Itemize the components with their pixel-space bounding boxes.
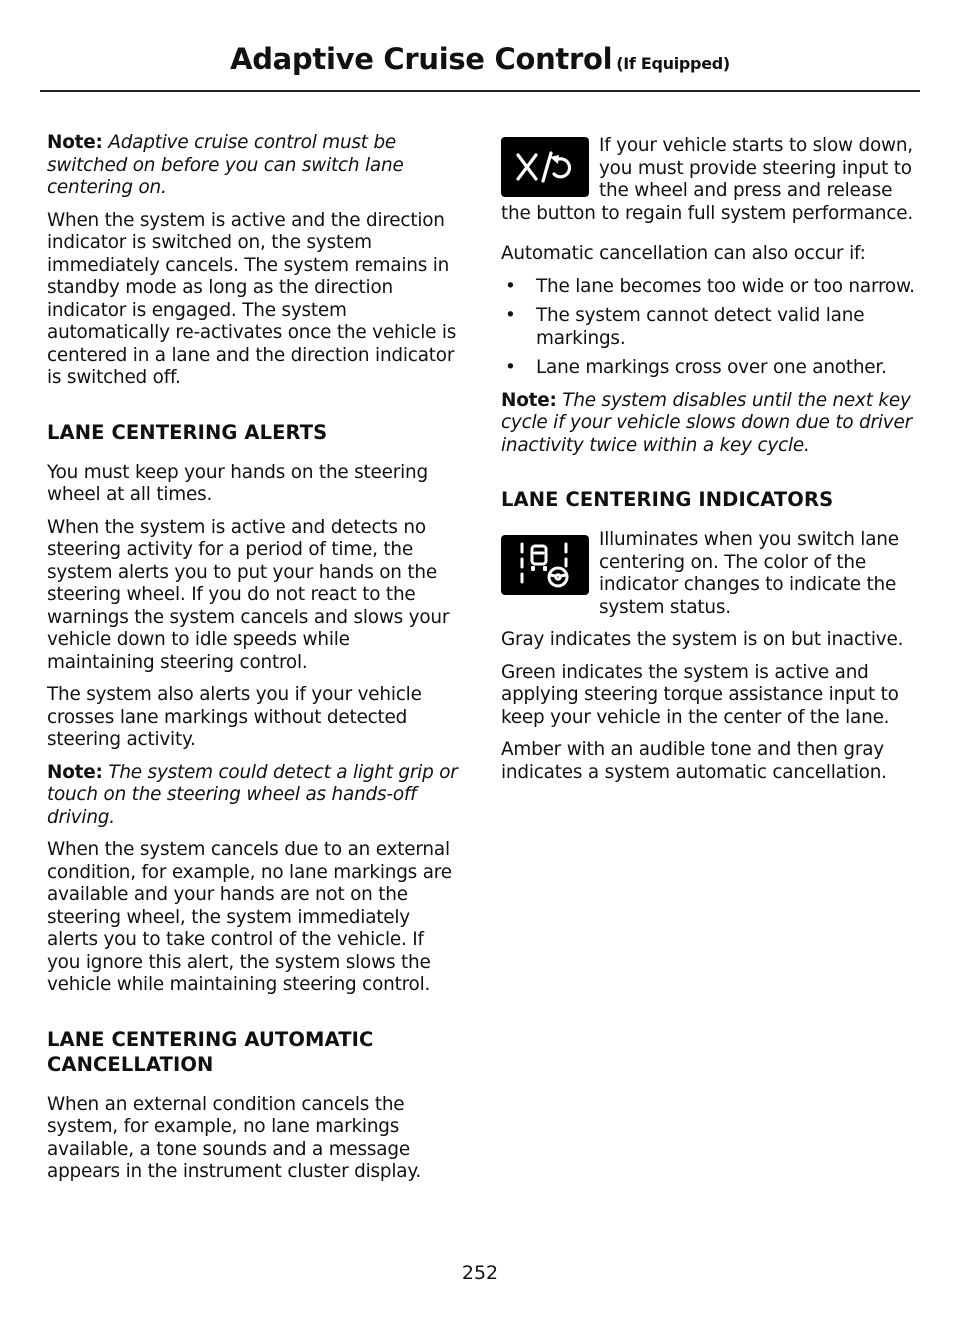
lane-centering-indicator-icon — [501, 535, 589, 595]
list-item: • Lane markings cross over one another. — [505, 357, 887, 378]
header-suffix: (If Equipped) — [616, 54, 730, 73]
list-item: • The lane becomes too wide or too narrow. — [505, 275, 915, 297]
note-acc-required: Note: Adaptive cruise control must be switched on before you can switch lane centering on. — [47, 132, 404, 198]
steering-input-paragraph: If your vehicle starts to slow down, you must provide steering input to the wheel and press and release the button to regain full system performance. — [501, 135, 914, 224]
icon-block-indicator — [501, 529, 915, 619]
alerts-paragraph-1: You must keep your hands on the steering wheel at all times. — [47, 461, 428, 505]
note-light-grip: Note: The system could detect a light grip or touch on the steering wheel as hands-off driving. — [47, 761, 458, 828]
cancellation-paragraph: When an external condition cancels the system, for example, no lane markings available, a tone sounds and a message appears in the instrument cluster display. — [47, 1093, 422, 1182]
page-header — [0, 42, 960, 76]
amber-status-paragraph: Amber with an audible tone and then gray indicates a system automatic cancellation. — [501, 739, 887, 783]
auto-cancel-intro: Automatic cancellation can also occur if: — [501, 243, 866, 264]
gray-status-paragraph: Gray indicates the system is on but inactive. — [501, 629, 904, 650]
lane-centering-button-icon — [501, 137, 589, 197]
icon-block-steering-input — [501, 135, 915, 225]
note-key-cycle: Note: The system disables until the next key cycle if your vehicle slows down due to driver inactivity twice within a key cycle. — [501, 389, 912, 456]
indicator-illuminates-paragraph: Illuminates when you switch lane centering on. The color of the indicator changes to indicate the system status. — [599, 529, 899, 618]
green-status-paragraph: Green indicates the system is active and applying steering torque assistance input to keep your vehicle in the center of the lane. — [501, 661, 899, 728]
left-column — [47, 132, 461, 1194]
alerts-paragraph-3: The system also alerts you if your vehicle crosses lane markings without detected steering activity. — [47, 684, 422, 750]
right-column — [501, 135, 915, 794]
alerts-paragraph-4: When the system cancels due to an external condition, for example, no lane markings are available and your hands are not on the steering wheel, the system immediately alerts you to take control of the vehicle. If you ignore this alert, the system slows the vehicle while maintaining steering control. — [47, 839, 452, 995]
page-number: 252 — [461, 1262, 499, 1284]
heading-lane-centering-cancellation: LANE CENTERING AUTOMATIC CANCELLATION — [47, 1027, 374, 1076]
alerts-paragraph-2: When the system is active and detects no steering activity for a period of time, the system alerts you to put your hands on the steering wheel. If you do not react to the warnings the system cancels and slows your vehicle down to idle speeds while maintaining steering control. — [47, 516, 450, 673]
list-item: • The system cannot detect valid lane markings. — [505, 305, 865, 349]
direction-indicator-paragraph: When the system is active and the direction indicator is switched on, the system immediately cancels. The system remains in standby mode as long as the direction indicator is engaged. The system automatically re-activates once the vehicle is centered in a lane and the direction indicator is switched off. — [47, 209, 457, 388]
heading-lane-centering-indicators: LANE CENTERING INDICATORS — [501, 488, 834, 511]
header-divider — [40, 90, 920, 92]
heading-lane-centering-alerts: LANE CENTERING ALERTS — [47, 420, 328, 444]
auto-cancel-list — [501, 276, 915, 380]
header-title: Adaptive Cruise Control — [230, 42, 613, 76]
